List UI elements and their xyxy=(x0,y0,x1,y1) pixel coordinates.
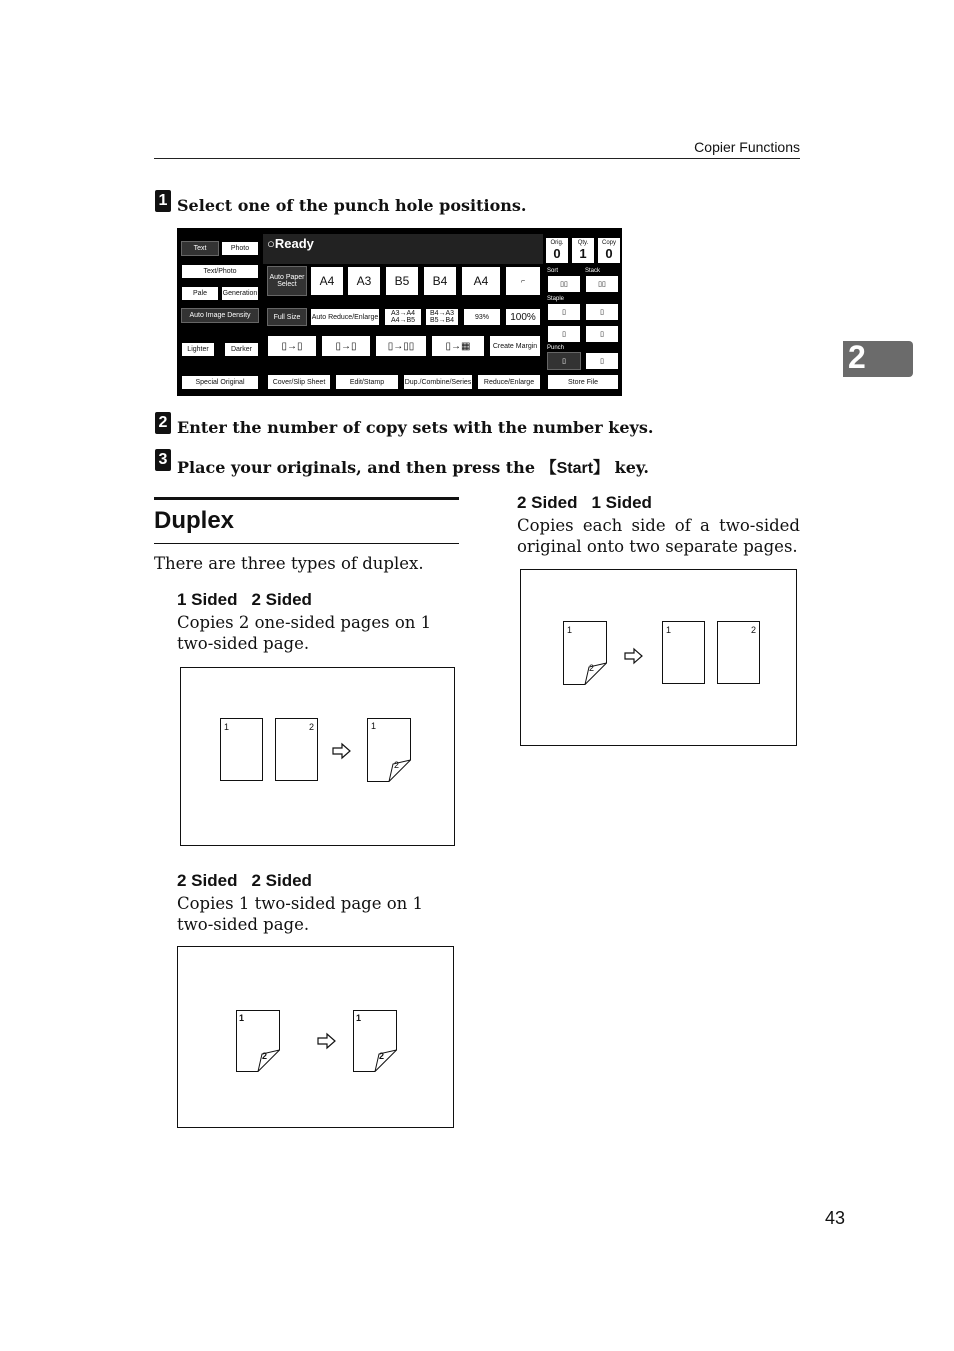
mode-heading-1: 1 Sided 2 Sided xyxy=(177,590,312,609)
copy-back-label: 2 xyxy=(394,760,400,770)
auto-reduce-enlarge-button[interactable]: Auto Reduce/Enlarge xyxy=(310,308,380,326)
step-text-2: Enter the number of copy sets with the number keys. xyxy=(177,418,654,437)
duplex-2-2-icon[interactable]: ▯→▯ xyxy=(321,335,371,357)
create-margin-button[interactable]: Create Margin xyxy=(489,335,541,357)
running-header: Copier Functions xyxy=(694,139,800,155)
section-rule-top xyxy=(154,497,459,500)
mode-desc-1: Copies 2 one-sided pages on 1 two-sided page. xyxy=(177,613,432,653)
duplex-2-1-icon[interactable]: ▯→▯▯ xyxy=(375,335,427,357)
original-front-label: 1 xyxy=(239,1013,245,1023)
lighter-button[interactable]: Lighter xyxy=(181,342,215,357)
start-key-label: 【Start】 xyxy=(540,460,610,477)
auto-paper-select-button[interactable]: Auto Paper Select xyxy=(267,266,307,296)
bypass-icon[interactable]: ⌐ xyxy=(505,266,541,296)
step-text-3 xyxy=(177,455,649,478)
arrow-right-icon xyxy=(624,647,644,665)
ratio-100-display: 100% xyxy=(505,308,541,326)
sort-button[interactable]: ▯▯ xyxy=(547,275,581,293)
generation-button[interactable]: Generation xyxy=(221,286,259,301)
duplex-1-2-icon[interactable]: ▯→▯ xyxy=(267,335,317,357)
arrow-right-icon xyxy=(317,1032,337,1050)
diagram-2-to-1 xyxy=(520,569,797,746)
cover-slip-sheet-button[interactable]: Cover/Slip Sheet xyxy=(267,374,331,390)
punch-top-button[interactable]: ▯ xyxy=(585,352,619,370)
step-badge-3: 3 xyxy=(155,449,171,471)
step-badge-2: 2 xyxy=(155,412,171,434)
mode-heading-2: 2 Sided 2 Sided xyxy=(177,871,312,890)
original-page-1: 1 xyxy=(220,718,263,781)
text-mode-button[interactable]: Text xyxy=(181,241,219,256)
staple-double-side-button[interactable]: ▯ xyxy=(585,325,619,343)
special-original-button[interactable]: Special Original xyxy=(181,375,259,390)
text-photo-button[interactable]: Text/Photo xyxy=(181,264,259,279)
qty-counter: Qty. 1 xyxy=(571,237,595,264)
paper-tray-1-button[interactable]: A4 xyxy=(310,266,344,296)
full-size-button[interactable]: Full Size xyxy=(267,308,307,326)
ready-status: ○Ready xyxy=(267,236,314,251)
step-3-text-after: key. xyxy=(609,458,649,477)
combine-icon[interactable]: ▯→▦ xyxy=(431,335,485,357)
control-panel-screen xyxy=(177,228,622,396)
punch-label: Punch xyxy=(547,345,565,351)
stack-label: Stack xyxy=(585,268,601,274)
copy-back-label: 2 xyxy=(379,1051,385,1061)
store-file-button[interactable]: Store File xyxy=(547,374,619,390)
diagram-1-to-2 xyxy=(180,667,455,846)
original-page-2: 2 xyxy=(275,718,318,781)
arrow-right-icon xyxy=(332,742,352,760)
paper-tray-4-button[interactable]: B4 xyxy=(423,266,457,296)
reduce-preset-button[interactable]: A3→A4 A4→B5 xyxy=(384,308,422,326)
copy-page-1: 1 xyxy=(662,621,705,684)
copy-front-label: 1 xyxy=(356,1013,362,1023)
auto-image-density-button[interactable]: Auto Image Density xyxy=(181,308,259,323)
edit-stamp-button[interactable]: Edit/Stamp xyxy=(335,374,399,390)
original-back-label: 2 xyxy=(262,1051,268,1061)
diagram-2-to-2 xyxy=(177,946,454,1128)
photo-mode-button[interactable]: Photo xyxy=(221,241,259,256)
original-front-label: 1 xyxy=(567,625,573,635)
copy-front-label: 1 xyxy=(371,721,377,731)
punch-left-button[interactable]: ▯ xyxy=(547,352,581,370)
dup-combine-series-button[interactable]: Dup./Combine/Series xyxy=(403,374,473,390)
mode-desc-2: Copies 1 two-sided page on 1 two-sided page. xyxy=(177,894,424,934)
section-title: Duplex xyxy=(154,507,235,534)
staple-label: Staple xyxy=(547,296,565,302)
stack-button[interactable]: ▯▯ xyxy=(585,275,619,293)
step-badge-1: 1 xyxy=(155,190,171,212)
mode-heading-3: 2 Sided 1 Sided xyxy=(517,493,652,512)
reduce-enlarge-button[interactable]: Reduce/Enlarge xyxy=(477,374,541,390)
original-back-label: 2 xyxy=(589,663,595,673)
copy-page-2: 2 xyxy=(717,621,760,684)
ratio-93-button[interactable]: 93% xyxy=(463,308,501,326)
pale-button[interactable]: Pale xyxy=(181,286,219,301)
chapter-number: 2 xyxy=(848,339,866,375)
staple-side-button[interactable]: ▯ xyxy=(585,303,619,321)
copy-counter: Copy 0 xyxy=(597,237,621,264)
page-number: 43 xyxy=(824,1208,845,1228)
mode-desc-3: Copies each side of a two-sided original onto two separate pages. xyxy=(517,516,800,556)
darker-button[interactable]: Darker xyxy=(224,342,259,357)
staple-top-button[interactable]: ▯ xyxy=(547,303,581,321)
paper-tray-3-button[interactable]: B5 xyxy=(385,266,419,296)
staple-double-button[interactable]: ▯ xyxy=(547,325,581,343)
header-rule xyxy=(154,158,800,159)
step-text-1: Select one of the punch hole positions. xyxy=(177,196,527,215)
sort-label: Sort xyxy=(547,268,559,274)
step-3-text-before: Place your originals, and then press the xyxy=(177,458,541,477)
section-intro: There are three types of duplex. xyxy=(154,554,424,573)
enlarge-preset-button[interactable]: B4→A3 B5→B4 xyxy=(425,308,459,326)
paper-tray-2-button[interactable]: A3 xyxy=(347,266,381,296)
bypass-tray-button[interactable]: A4 xyxy=(461,266,501,296)
orig-counter: Orig. 0 xyxy=(545,237,569,264)
section-rule-bottom xyxy=(154,543,459,544)
